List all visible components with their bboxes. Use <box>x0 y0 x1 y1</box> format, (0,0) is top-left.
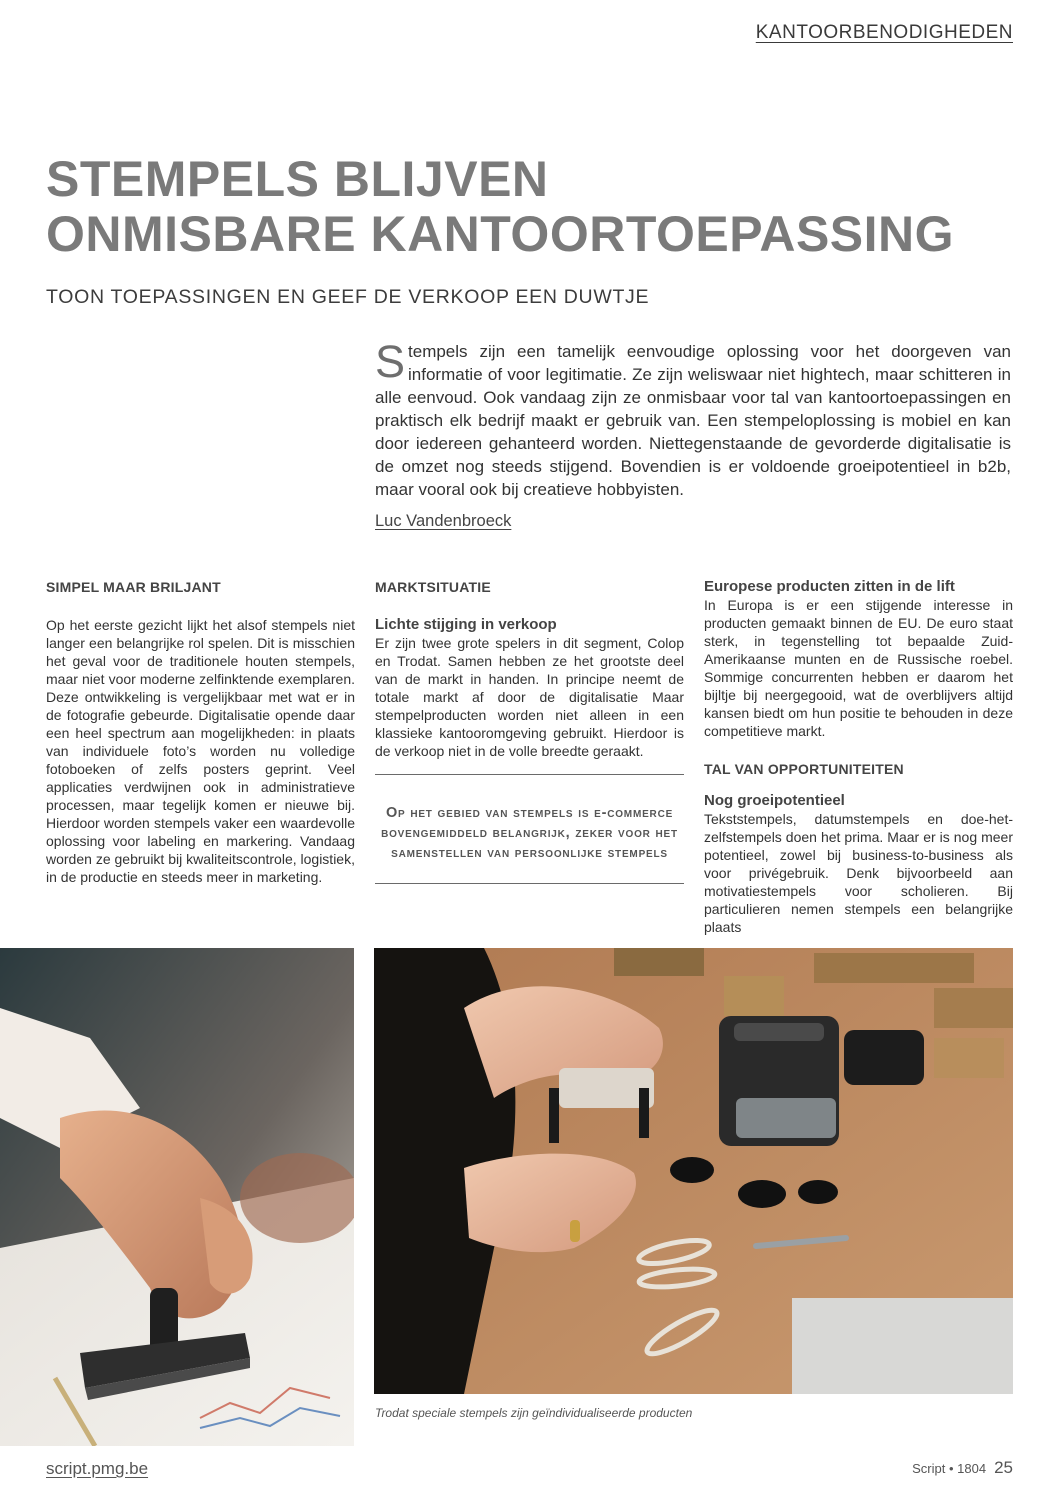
photo-caption: Trodat speciale stempels zijn geïndividualiseerde producten <box>375 1406 693 1420</box>
footer-website-link[interactable]: script.pmg.be <box>46 1459 149 1478</box>
photo-hand-stamping-illustration <box>0 948 354 1446</box>
column-3-body-2: Tekststempels, datumstempels en doe-het-zelfstempels doen het prima. Maar er is nog meer potentieel, zowel bij business-to-business als voor privégebruik. Denk bijvoorbeeld aan motivatiestempels voor scholieren. Bij particulieren nemen stempels een belangrijke plaats <box>704 811 1013 935</box>
pull-quote: Op het gebied van stempels is e-commerce bovengemiddeld belangrijk, zeker voor het samenstellen van persoonlijke stempels <box>375 774 684 884</box>
section-tag: KANTOORBENODIGHEDEN <box>755 22 1013 43</box>
title-line-2: ONMISBARE KANTOORTOEPASSING <box>46 206 955 262</box>
title-line-1: STEMPELS BLIJVEN <box>46 151 549 207</box>
magazine-issue: Script • 1804 <box>912 1461 987 1476</box>
column-1 <box>46 578 355 886</box>
drop-cap: S <box>375 336 406 387</box>
article-title <box>46 152 1006 262</box>
photo-trodat-workshop-illustration <box>374 948 1013 1394</box>
subheading-europese-producten: Europese producten zitten in de lift <box>704 578 955 595</box>
photo-trodat-workshop <box>374 948 1013 1394</box>
subheading-groeipotentieel: Nog groeipotentieel <box>704 792 845 809</box>
section-heading-simpel: SIMPEL MAAR BRILJANT <box>46 579 221 595</box>
column-3 <box>704 578 1013 936</box>
column-3-body-1: In Europa is er een stijgende interesse in producten gemaakt binnen de EU. De euro staat sterk, in tegenstelling tot bepaalde Zuid-Amerikaanse munten en de Russische roebel. Sommige concurrenten hebben er daarom het bijltje bij neergegooid, wat de overblijvers altijd kansen biedt om hun positie te behouden in deze competitieve markt. <box>704 597 1013 739</box>
page-number: 25 <box>994 1458 1013 1477</box>
column-1-body: Op het eerste gezicht lijkt het alsof stempels niet langer een belangrijke rol spelen. Dit is misschien het geval voor de traditionele houten stempels, maar niet voor moderne zelfinktende exemplaren. Deze ontwikkeling is vergelijkbaar met wat er in de fotografie gebeurde. Digitalisatie opende daar een heel spectrum aan mogelijkheden: in plaats van individuele foto’s worden nu volledige fotoboeken of zelfs posters geprint. Veel applicaties verdwijnen ook in administratieve processen, maar tegelijk komen er nieuwe bij. Hierdoor worden stempels vaker een waardevolle oplossing voor labeling en markering. Vandaag worden ze gebruikt bij kwaliteitscontrole, logistiek, in de productie en steeds meer in marketing. <box>46 617 355 885</box>
author-byline[interactable]: Luc Vandenbroeck <box>375 512 512 530</box>
article-subtitle: TOON TOEPASSINGEN EN GEEF DE VERKOOP EEN DUWTJE <box>46 286 650 308</box>
footer-page-info <box>912 1458 1013 1478</box>
section-heading-opportuniteiten: TAL VAN OPPORTUNITEITEN <box>704 761 904 777</box>
column-2 <box>375 578 684 884</box>
photo-hand-stamping <box>0 948 354 1446</box>
column-2-body: Er zijn twee grote spelers in dit segment, Colop en Trodat. Samen hebben ze het grootste deel van de markt in handen. In principe neemt de totale markt af door de digitalisatie Maar stempelproducten worden niet alleen in een klassieke kantooromgeving gebruikt. Hierdoor is de verkoop niet in de volle breedte geraakt. <box>375 635 684 759</box>
intro-paragraph <box>375 336 1011 501</box>
intro-text: tempels zijn een tamelijk eenvoudige oplossing voor het doorgeven van informatie of voor legitimatie. Ze zijn weliswaar niet hightech, maar schitteren in alle eenvoud. Ook vandaag zijn ze onmisbaar voor tal van kantoortoepassingen en praktisch elk bedrijf maakt er gebruik van. Een stempeloplossing is mobiel en kan door iedereen gehanteerd worden. Niettegenstaande de gevorderde digitalisatie is de omzet nog steeds stijgend. Bovendien is er voldoende groeipotentieel in b2b, maar vooral ook bij creatieve hobbyisten. <box>375 342 1011 499</box>
section-heading-markt: MARKTSITUATIE <box>375 579 491 595</box>
subheading-lichte-stijging: Lichte stijging in verkoop <box>375 616 557 633</box>
